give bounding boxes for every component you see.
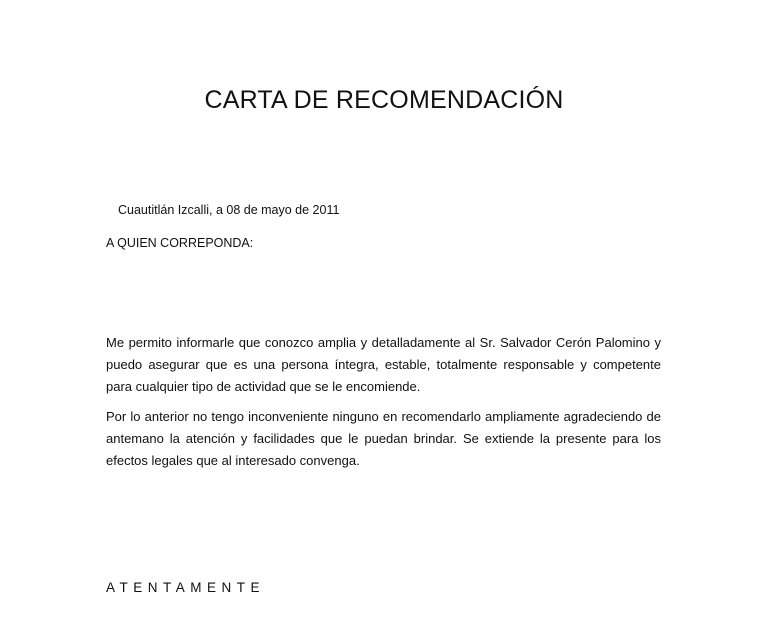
closing: ATENTAMENTE (106, 580, 266, 595)
body-paragraph-1: Me permito informarle que conozco amplia y detalladamente al Sr. Salvador Cerón Palomino y puedo asegurar que es una persona íntegra, estable, totalmente responsable y competente para cualquier tipo de actividad que se le encomiende. (106, 335, 661, 394)
body-paragraph-2: Por lo anterior no tengo inconveniente ninguno en recomendarlo ampliamente agradeciendo de antemano la atención y facilidades que le puedan brindar. Se extiende la presente para los efectos legales que al interesado convenga. (106, 409, 661, 468)
place-date: Cuautitlán Izcalli, a 08 de mayo de 2011 (118, 203, 340, 217)
letter-title: CARTA DE RECOMENDACIÓN (204, 86, 564, 114)
salutation: A QUIEN CORREPONDA: (106, 236, 254, 250)
